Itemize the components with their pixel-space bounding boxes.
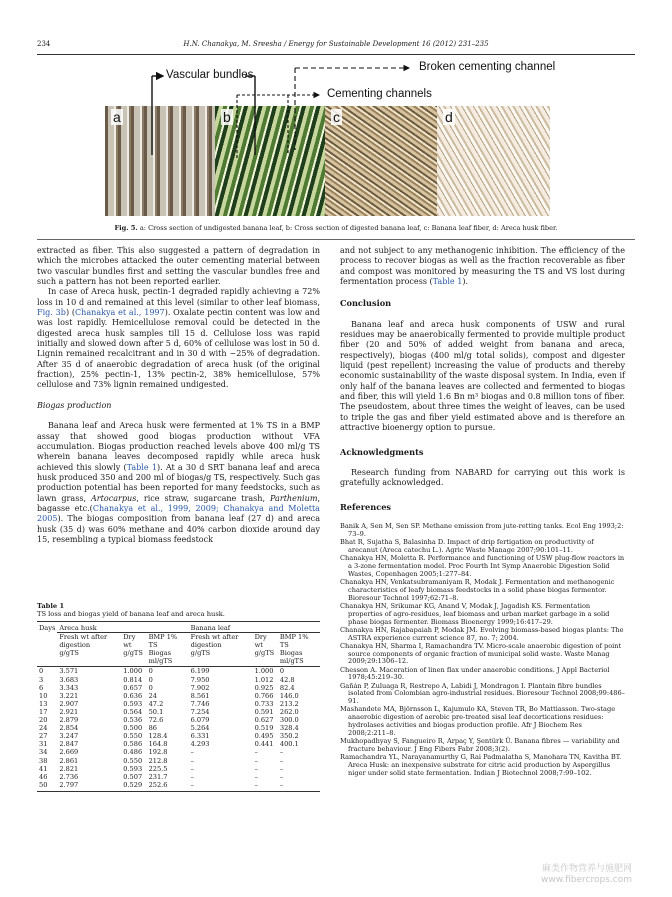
table-cell: 0.550 <box>123 732 143 741</box>
table-cell: 328.4 <box>279 724 299 733</box>
table-cell: 0.627 <box>254 716 274 725</box>
paragraph-degradation-pattern: extracted as fiber. This also suggested a pattern of degradation in which the microbes attacked the outer cementing material between two vascular bundles first and setting the vascular bundles free and such a pattern has not been reported earlier. <box>37 246 320 287</box>
section-heading-references: References <box>340 501 392 512</box>
table-cell: 20 <box>39 716 48 725</box>
table-caption: TS loss and biogas yield of banana leaf and areca husk. <box>37 610 225 618</box>
section-heading-acknowledgments: Acknowledgments <box>340 446 424 457</box>
table-cell: 0 <box>148 667 153 676</box>
data-table <box>37 621 320 792</box>
table-row <box>37 676 320 684</box>
table-cell: 41 <box>39 764 48 773</box>
figure-caption <box>37 224 635 232</box>
table-cell: 7.746 <box>190 699 210 708</box>
reference-item: Banik A, Sen M, Sen SP. Methane emission from jute-retting tanks. Ecol Eng 1993;2: 73–9. <box>340 521 624 538</box>
table-cell: 2.907 <box>59 699 79 708</box>
panel-label-b: b <box>223 109 231 125</box>
unit-cell: g/gTS <box>189 649 253 667</box>
page-number: 234 <box>37 40 51 48</box>
table-cell: 0.925 <box>254 683 274 692</box>
group-areca-husk: Areca husk <box>57 622 188 633</box>
table-row <box>37 684 320 692</box>
table-row <box>37 757 320 765</box>
table-cell: 0.593 <box>123 699 143 708</box>
table-cell: 1.012 <box>254 675 274 684</box>
table-cell: 0.550 <box>123 756 143 765</box>
reference-item: Chesson A. Maceration of linen flax under anaerobic conditions. J Appl Bacteriol 1978;45:219–30. <box>340 665 610 682</box>
table-cell: 1.000 <box>123 667 143 676</box>
link-table-1[interactable]: Table 1 <box>126 462 157 472</box>
table-cell: – <box>189 781 253 792</box>
col-header: Fresh wt after digestion <box>59 633 108 650</box>
panel-label-c: c <box>333 109 340 125</box>
table-cell: 192.8 <box>148 748 168 757</box>
table-cell: 0.733 <box>254 699 274 708</box>
table-cell: 3 <box>39 675 44 684</box>
table-cell: 2.797 <box>57 781 121 792</box>
table-cell: 0.593 <box>123 764 143 773</box>
table-cell: – <box>254 756 258 765</box>
table-cell: 212.8 <box>148 756 168 765</box>
table-cell: 0.441 <box>254 740 274 749</box>
table-cell: 13 <box>39 699 48 708</box>
table-cell: 164.8 <box>148 740 168 749</box>
table-row <box>37 692 320 700</box>
table-cell: 0.814 <box>123 675 143 684</box>
figure-5 <box>105 60 556 220</box>
reference-item: Mukhopadhyay S, Fangueiro R, Arpaç Y, Şentürk Ü. Banana fibres — variability and fracture behaviour. J Eng Fibers Fabr 2008;3(2). <box>340 737 620 754</box>
table-cell: 231.7 <box>148 772 168 781</box>
paragraph-acknowledgments: Research funding from NABARD for carrying out this work is gratefully acknowledged. <box>340 467 625 488</box>
table-cell: 300.0 <box>279 716 299 725</box>
panel-label-d: d <box>445 109 453 125</box>
table-cell: 0.507 <box>123 772 143 781</box>
col-days: Days <box>37 622 57 633</box>
table-cell: 128.4 <box>148 732 168 741</box>
table-cell: 225.5 <box>148 764 168 773</box>
callout-broken-cementing-channel: Broken cementing channel <box>419 61 556 73</box>
table-cell: 6.331 <box>190 732 210 741</box>
table-cell: – <box>254 764 258 773</box>
table-cell: 146.0 <box>279 691 299 700</box>
table-cell: – <box>190 748 194 757</box>
col-header: Dry wt <box>254 633 267 650</box>
reference-item: Chanakya HN, Srikumar KG, Anand V, Modak J, Jagadish KS. Fermentation properties of agro-residues, leaf biomass and urban market garbage in a solid phase biogas fermenter. Biomass Bioenergy 1999;16:417–29. <box>340 601 610 626</box>
unit-cell: Biogas ml/gTS <box>147 649 189 667</box>
table-cell: 7.902 <box>190 683 210 692</box>
table-cell: – <box>278 781 320 792</box>
running-title: H.N. Chanakya, M. Sreesha / Energy for Sustainable Development 16 (2012) 231–235 <box>183 40 489 48</box>
table-cell: 6.079 <box>190 716 210 725</box>
table-cell: 34 <box>39 748 48 757</box>
table-cell: 350.2 <box>279 732 299 741</box>
table-cell: 2.854 <box>59 724 79 733</box>
paragraph-process-efficiency: and not subject to any methanogenic inhibition. The efficiency of the process to recover biogas as well as the fraction recoverable as fiber and compost was monitored by measuring the TS and VS lost during fermentation process (Table 1). <box>340 246 625 287</box>
table-cell: 0.500 <box>123 724 143 733</box>
table-cell: 0 <box>39 667 44 676</box>
table-cell: – <box>253 781 278 792</box>
reference-item: Bhat R, Sujatha S, Balasinha D. Impact of drip fertigation on productivity of arecanut (Areca catechu L.). Agric Waste Manage 2007;90:101–11. <box>340 537 594 554</box>
table-cell: – <box>254 748 258 757</box>
col-header: BMP 1% TS <box>148 633 178 650</box>
caption-rule <box>37 239 635 240</box>
left-column <box>37 246 320 545</box>
table-cell: 3.683 <box>59 675 79 684</box>
table-cell: 24 <box>148 691 157 700</box>
table-cell: 47.2 <box>148 699 164 708</box>
watermark <box>541 864 632 886</box>
table-cell: 213.2 <box>279 699 299 708</box>
group-banana-leaf: Banana leaf <box>189 622 320 633</box>
table-cell: 2.847 <box>59 740 79 749</box>
reference-item: Chanakya HN, Sharma I, Ramachandra TV. Micro-scale anaerobic digestion of point source components of organic fraction of municipal solid waste. Waste Manag 2009;29:1306–12. <box>340 641 622 666</box>
table-row <box>37 667 320 676</box>
table-cell: 3.343 <box>59 683 79 692</box>
table-cell: 2.736 <box>59 772 79 781</box>
table-cell: 3.221 <box>59 691 79 700</box>
table-cell: 4.293 <box>190 740 210 749</box>
col-header: Fresh wt after digestion <box>190 633 239 650</box>
table-cell: 0.486 <box>123 748 143 757</box>
table-cell: 0.536 <box>123 716 143 725</box>
col-header: Dry wt <box>123 633 136 650</box>
link-chanakya-1997[interactable]: Chanakya et al., 1997 <box>75 308 165 318</box>
table-cell: 6.199 <box>190 667 210 676</box>
table-cell: 0.529 <box>121 781 146 792</box>
link-table-1-right[interactable]: Table 1 <box>432 277 463 287</box>
table-cell: 0.766 <box>254 691 274 700</box>
table-cell: 72.6 <box>148 716 164 725</box>
paragraph-biogas-production: Banana leaf and Areca husk were fermented at 1% TS in a BMP assay that showed good biogas production without VFA accumulation. Biogas production reached levels above 400 ml/g TS wherein banana leaves decomposed rapidly while areca husk achieved this slowly (Table 1). At a 30 d SRT banana leaf and areca husk produced 350 and 200 ml of biogas/g TS, respectively. Such gas production potential has been reported for many feedstocks, such as lawn grass, Artocarpus, rice straw, sugarcane trash, Parthenium, bagasse etc.(Chanakya et al., 1999, 2009; Chanakya and Moletta 2005). The biogas composition from banana leaf (27 d) and areca husk (35 d) was 60% methane and 40% carbon dioxide around day 15, resembling a typical biomass feedstock <box>37 421 321 544</box>
reference-item: Chanakya HN, Rajabapaiah P, Modak JM. Evolving biomass-based biogas plants: The ASTRA experience current science 87, no. 7; 2004. <box>340 625 624 642</box>
table-cell: – <box>279 764 284 773</box>
table-cell: 0 <box>148 683 153 692</box>
table-row <box>37 708 320 716</box>
table-cell: 0.657 <box>123 683 143 692</box>
table-cell: – <box>190 756 194 765</box>
reference-item: Ramachandra YL, Narayanamurthy G, Rai Padmalatha S, Manohara TN, Kavitha BT. Areca Husk: an inexpensive substrate for citric acid production by Aspergillus niger under solid state fermentation. Indian J Biotechnol 2008;7:99–102. <box>340 753 622 778</box>
reference-item: Mashandete MA, Björnsson L, Kajumulo KA, Steven TR, Bo Mattiasson. Two-stage anaerobic digestion of aerobic pre-treated sisal leaf decortications residues: hydrolases activities and biogas production profile. Afr J Biochem Res 2008;2:211–8. <box>340 705 616 738</box>
table-cell: – <box>279 772 284 781</box>
table-cell: – <box>190 772 194 781</box>
page-header <box>37 40 635 52</box>
table-cell: 262.0 <box>279 707 299 716</box>
right-column <box>340 246 625 778</box>
table-cell: 3.247 <box>59 732 79 741</box>
table-cell: 86 <box>148 724 157 733</box>
table-1 <box>37 602 320 792</box>
reference-item: Chanakya HN, Venkatsubramaniyam R, Modak J. Fermentation and methanogenic characteristics of leafy biomass feedstocks in a solid phase biogas fermentor. Bioresour Technol 1997;62:71–8. <box>340 577 615 602</box>
table-cell: 7.254 <box>190 707 210 716</box>
table-cell: 0 <box>279 667 285 676</box>
table-cell: 1.000 <box>254 667 274 676</box>
table-row <box>37 724 320 732</box>
figure-caption-text: a: Cross section of undigested banana leaf, b: Cross section of digested banana leaf, c: Banana leaf fiber, d: Areca husk fiber. <box>137 224 558 232</box>
table-title: Table 1 <box>37 602 65 610</box>
paragraph-areca-husk: In case of Areca husk, pectin-1 degraded rapidly achieving a 72% loss in 10 d and remained at this level (similar to other leaf biomass, Fig. 3b) (Chanakya et al., 1997). Oxalate pectin content was low and was lost rapidly. Hemicellulose removal could be detected in the digested areca husk samples till 15 d. Cellulose loss was rapid initially and slowed down after 5 d, 60% of cellulose was lost in 50 d. Lignin remained recalcitrant and in 30 d with ~25% of degradation. After 35 d of anaerobic degradation of areca husk (of the original fraction), 25% pectin-1, 13% pectin-2, 38% hemicellulose, 57% cellulose and 73% lignin remained undigested. <box>37 287 321 390</box>
header-rule <box>37 54 635 55</box>
table-cell: 8.561 <box>190 691 210 700</box>
table-cell: 50 <box>37 781 57 792</box>
callout-vascular-bundles: Vascular bundles <box>166 69 254 81</box>
watermark-line-2: www.fibercrops.com <box>541 875 632 885</box>
table-cell: 10 <box>39 691 48 700</box>
table-cell: 24 <box>39 724 48 733</box>
unit-cell: g/gTS <box>57 649 121 667</box>
table-cell: 42.8 <box>279 675 295 684</box>
table-cell: 400.1 <box>279 740 299 749</box>
table-row <box>37 748 320 756</box>
table-cell: – <box>279 756 284 765</box>
table-row <box>37 732 320 740</box>
callout-arrows <box>105 60 550 220</box>
table-cell: 0.586 <box>123 740 143 749</box>
reference-item: Gañán P, Zuluaga R, Restrepo A, Labidi J, Mondragon I. Plantain fibre bundles isolated from Colombian agro-industrial residues. Bioresour Technol 2008;99:486–91. <box>340 681 625 706</box>
table-cell: 82.4 <box>279 683 295 692</box>
table-row <box>37 765 320 773</box>
table-cell: 27 <box>39 732 48 741</box>
table-cell: 3.571 <box>59 667 79 676</box>
table-cell: 0.591 <box>254 707 274 716</box>
table-cell: 31 <box>39 740 48 749</box>
table-cell: 2.669 <box>59 748 79 757</box>
table-cell: – <box>190 764 194 773</box>
paragraph-conclusion: Banana leaf and areca husk components of USW and rural residues may be anaerobically fermented to provide multiple product fiber (20 and 50% of added weight from banana and areca, respectively), biogas (400 ml/g total solids), compost and digester liquid (pest repellent) increasing the value of products and thereby economic sustainability of the waste disposal system. In India, even if only half of the banana leaves are collected and fermented to biogas and fiber, this will yield 1.6 Bn m³ biogas and 0.8 million tons of fiber. The pseudostem, about three times the weight of leaves, can be used to triple the gas and fiber yield estimated above and is therefore an attractive bioenergy option to pursue. <box>340 319 625 433</box>
reference-item: Chanakya HN, Moletta R. Performance and functioning of USW plug-flow reactors in a 3-zone fermentation model. Proc Fourth Int Symp Anaerobic Digestion Solid Wastes, Copenhagen 2005;1:277–84. <box>340 553 625 578</box>
table-row <box>37 716 320 724</box>
table-cell: 50.1 <box>148 707 164 716</box>
table-cell: 0.495 <box>254 732 274 741</box>
link-chanakya-refs[interactable]: Chanakya et al., 1999, 2009; Chanakya and Moletta 2005 <box>37 503 320 524</box>
table-cell: – <box>279 748 284 757</box>
table-cell: 7.950 <box>190 675 210 684</box>
unit-cell: Biogas ml/gTS <box>278 649 320 667</box>
table-cell: 17 <box>39 707 48 716</box>
section-heading-biogas: Biogas production <box>37 400 112 410</box>
table-cell: 46 <box>39 772 48 781</box>
table-cell: 0 <box>148 675 153 684</box>
callout-cementing-channels: Cementing channels <box>327 88 432 100</box>
reference-list <box>340 523 625 778</box>
table-cell: 0.519 <box>254 724 274 733</box>
table-row <box>37 700 320 708</box>
link-fig-3b[interactable]: Fig. 3b <box>37 308 66 318</box>
table-cell: 2.879 <box>59 716 79 725</box>
unit-cell: g/gTS <box>253 649 278 667</box>
unit-cell: g/gTS <box>121 649 146 667</box>
table-cell: 38 <box>39 756 48 765</box>
table-row <box>37 740 320 748</box>
figure-caption-label: Fig. 5. <box>114 224 138 232</box>
table-cell: 5.264 <box>190 724 210 733</box>
table-cell: 2.921 <box>59 707 79 716</box>
table-cell: 6 <box>39 683 44 692</box>
table-cell: 0.564 <box>123 707 143 716</box>
watermark-line-1: 麻类作物营养与施肥网 <box>541 864 632 874</box>
table-cell: 2.861 <box>59 756 79 765</box>
panel-label-a: a <box>113 109 121 125</box>
table-row <box>37 773 320 781</box>
col-header: BMP 1% TS <box>279 633 309 650</box>
table-cell: 2.821 <box>59 764 79 773</box>
section-heading-conclusion: Conclusion <box>340 298 392 309</box>
table-cell: 252.6 <box>147 781 189 792</box>
table-cell: 0.636 <box>123 691 143 700</box>
table-cell: – <box>254 772 258 781</box>
table-row <box>37 781 320 792</box>
